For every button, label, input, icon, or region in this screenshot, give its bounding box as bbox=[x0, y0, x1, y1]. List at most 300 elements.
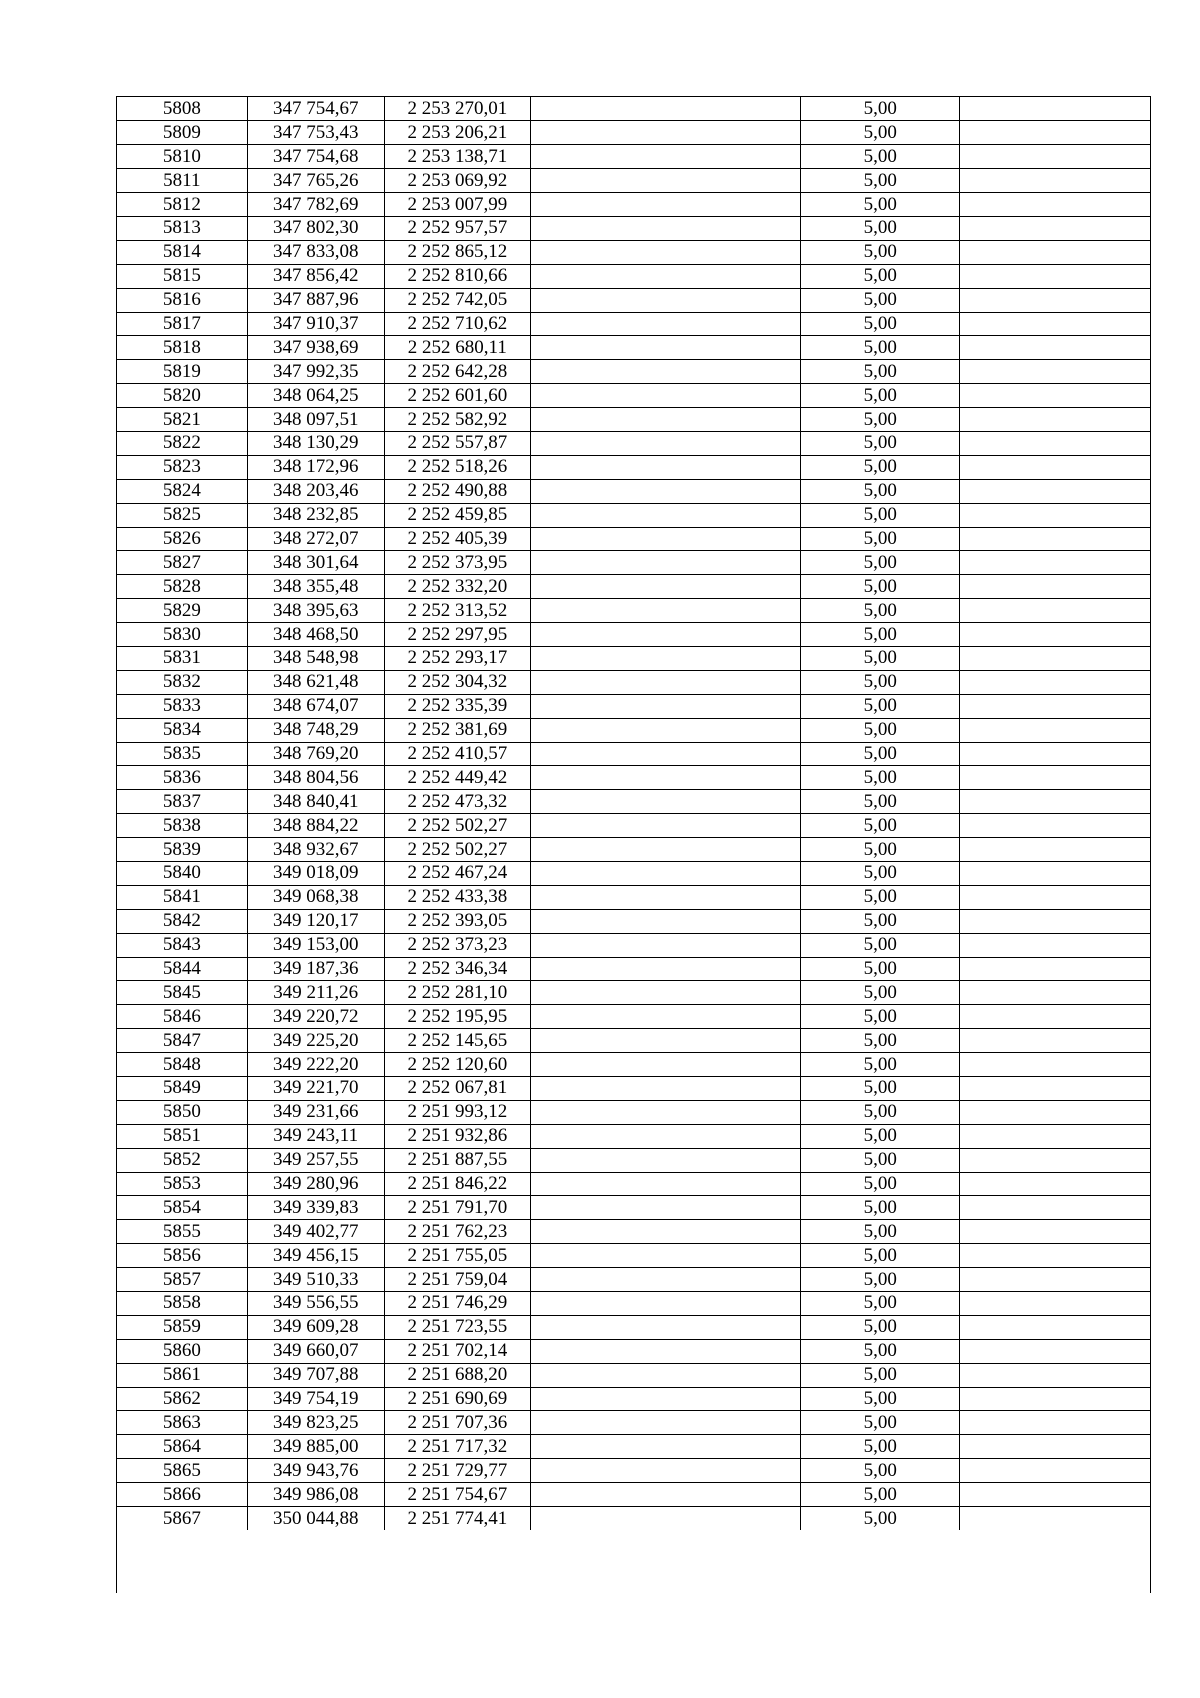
empty-cell bbox=[530, 216, 800, 240]
accuracy-cell: 5,00 bbox=[801, 479, 960, 503]
table-row bbox=[117, 862, 1150, 886]
x-coordinate-cell: 349 187,36 bbox=[247, 957, 384, 981]
empty-cell bbox=[960, 193, 1150, 217]
table-row bbox=[117, 193, 1150, 217]
y-coordinate-cell: 2 252 120,60 bbox=[384, 1053, 530, 1077]
accuracy-cell: 5,00 bbox=[801, 646, 960, 670]
empty-cell bbox=[960, 981, 1150, 1005]
table-row bbox=[117, 1292, 1150, 1316]
table-row bbox=[117, 623, 1150, 647]
point-number-cell: 5865 bbox=[117, 1459, 247, 1483]
accuracy-cell: 5,00 bbox=[801, 718, 960, 742]
x-coordinate-cell: 348 468,50 bbox=[247, 623, 384, 647]
point-number-cell: 5834 bbox=[117, 718, 247, 742]
accuracy-cell: 5,00 bbox=[801, 1459, 960, 1483]
x-coordinate-cell: 348 064,25 bbox=[247, 384, 384, 408]
table-row bbox=[117, 1459, 1150, 1483]
accuracy-cell: 5,00 bbox=[801, 97, 960, 121]
accuracy-cell: 5,00 bbox=[801, 1029, 960, 1053]
empty-cell bbox=[530, 1363, 800, 1387]
point-number-cell: 5825 bbox=[117, 503, 247, 527]
table-row bbox=[117, 431, 1150, 455]
empty-cell bbox=[960, 479, 1150, 503]
y-coordinate-cell: 2 252 373,95 bbox=[384, 551, 530, 575]
y-coordinate-cell: 2 252 582,92 bbox=[384, 408, 530, 432]
table-row bbox=[117, 1387, 1150, 1411]
empty-cell bbox=[530, 1339, 800, 1363]
empty-cell bbox=[960, 1363, 1150, 1387]
x-coordinate-cell: 349 456,15 bbox=[247, 1244, 384, 1268]
x-coordinate-cell: 348 272,07 bbox=[247, 527, 384, 551]
point-number-cell: 5827 bbox=[117, 551, 247, 575]
empty-cell bbox=[530, 1411, 800, 1435]
table-row bbox=[117, 790, 1150, 814]
point-number-cell: 5857 bbox=[117, 1268, 247, 1292]
empty-cell bbox=[960, 312, 1150, 336]
empty-cell bbox=[530, 1459, 800, 1483]
point-number-cell: 5808 bbox=[117, 97, 247, 121]
empty-cell bbox=[960, 288, 1150, 312]
y-coordinate-cell: 2 251 759,04 bbox=[384, 1268, 530, 1292]
accuracy-cell: 5,00 bbox=[801, 1196, 960, 1220]
table-row bbox=[117, 1363, 1150, 1387]
empty-cell bbox=[530, 193, 800, 217]
accuracy-cell: 5,00 bbox=[801, 145, 960, 169]
empty-cell bbox=[530, 312, 800, 336]
empty-cell bbox=[530, 1077, 800, 1101]
y-coordinate-cell: 2 253 069,92 bbox=[384, 169, 530, 193]
accuracy-cell: 5,00 bbox=[801, 1507, 960, 1531]
accuracy-cell: 5,00 bbox=[801, 742, 960, 766]
accuracy-cell: 5,00 bbox=[801, 1148, 960, 1172]
point-number-cell: 5828 bbox=[117, 575, 247, 599]
accuracy-cell: 5,00 bbox=[801, 981, 960, 1005]
y-coordinate-cell: 2 252 601,60 bbox=[384, 384, 530, 408]
empty-cell bbox=[530, 1315, 800, 1339]
x-coordinate-cell: 349 986,08 bbox=[247, 1483, 384, 1507]
table-row bbox=[117, 1005, 1150, 1029]
accuracy-cell: 5,00 bbox=[801, 1483, 960, 1507]
y-coordinate-cell: 2 252 490,88 bbox=[384, 479, 530, 503]
empty-cell bbox=[530, 838, 800, 862]
empty-cell bbox=[960, 1459, 1150, 1483]
table-row bbox=[117, 527, 1150, 551]
coordinates-table-container bbox=[116, 96, 1151, 1593]
accuracy-cell: 5,00 bbox=[801, 599, 960, 623]
table-row bbox=[117, 384, 1150, 408]
table-row bbox=[117, 957, 1150, 981]
empty-cell bbox=[530, 646, 800, 670]
point-number-cell: 5837 bbox=[117, 790, 247, 814]
x-coordinate-cell: 347 753,43 bbox=[247, 121, 384, 145]
accuracy-cell: 5,00 bbox=[801, 360, 960, 384]
table-row bbox=[117, 718, 1150, 742]
x-coordinate-cell: 347 782,69 bbox=[247, 193, 384, 217]
table-row bbox=[117, 1268, 1150, 1292]
accuracy-cell: 5,00 bbox=[801, 527, 960, 551]
coordinates-table bbox=[117, 97, 1150, 1530]
x-coordinate-cell: 348 355,48 bbox=[247, 575, 384, 599]
x-coordinate-cell: 349 660,07 bbox=[247, 1339, 384, 1363]
x-coordinate-cell: 348 097,51 bbox=[247, 408, 384, 432]
x-coordinate-cell: 347 765,26 bbox=[247, 169, 384, 193]
x-coordinate-cell: 348 674,07 bbox=[247, 694, 384, 718]
empty-cell bbox=[960, 240, 1150, 264]
point-number-cell: 5841 bbox=[117, 885, 247, 909]
x-coordinate-cell: 349 220,72 bbox=[247, 1005, 384, 1029]
accuracy-cell: 5,00 bbox=[801, 1100, 960, 1124]
x-coordinate-cell: 347 887,96 bbox=[247, 288, 384, 312]
x-coordinate-cell: 348 804,56 bbox=[247, 766, 384, 790]
point-number-cell: 5866 bbox=[117, 1483, 247, 1507]
table-row bbox=[117, 599, 1150, 623]
table-row bbox=[117, 1124, 1150, 1148]
y-coordinate-cell: 2 252 473,32 bbox=[384, 790, 530, 814]
empty-cell bbox=[960, 623, 1150, 647]
point-number-cell: 5850 bbox=[117, 1100, 247, 1124]
y-coordinate-cell: 2 252 518,26 bbox=[384, 455, 530, 479]
point-number-cell: 5856 bbox=[117, 1244, 247, 1268]
empty-cell bbox=[530, 1268, 800, 1292]
point-number-cell: 5867 bbox=[117, 1507, 247, 1531]
empty-cell bbox=[530, 814, 800, 838]
x-coordinate-cell: 350 044,88 bbox=[247, 1507, 384, 1531]
empty-cell bbox=[960, 1315, 1150, 1339]
x-coordinate-cell: 347 833,08 bbox=[247, 240, 384, 264]
y-coordinate-cell: 2 252 067,81 bbox=[384, 1077, 530, 1101]
y-coordinate-cell: 2 253 206,21 bbox=[384, 121, 530, 145]
y-coordinate-cell: 2 251 887,55 bbox=[384, 1148, 530, 1172]
empty-cell bbox=[960, 264, 1150, 288]
x-coordinate-cell: 349 754,19 bbox=[247, 1387, 384, 1411]
y-coordinate-cell: 2 251 993,12 bbox=[384, 1100, 530, 1124]
y-coordinate-cell: 2 252 346,34 bbox=[384, 957, 530, 981]
y-coordinate-cell: 2 252 642,28 bbox=[384, 360, 530, 384]
accuracy-cell: 5,00 bbox=[801, 1005, 960, 1029]
x-coordinate-cell: 349 823,25 bbox=[247, 1411, 384, 1435]
x-coordinate-cell: 349 556,55 bbox=[247, 1292, 384, 1316]
empty-cell bbox=[960, 1483, 1150, 1507]
y-coordinate-cell: 2 251 723,55 bbox=[384, 1315, 530, 1339]
empty-cell bbox=[960, 957, 1150, 981]
empty-cell bbox=[530, 503, 800, 527]
x-coordinate-cell: 347 754,68 bbox=[247, 145, 384, 169]
point-number-cell: 5846 bbox=[117, 1005, 247, 1029]
table-row bbox=[117, 1077, 1150, 1101]
empty-cell bbox=[530, 1005, 800, 1029]
table-row bbox=[117, 408, 1150, 432]
x-coordinate-cell: 347 910,37 bbox=[247, 312, 384, 336]
y-coordinate-cell: 2 252 502,27 bbox=[384, 814, 530, 838]
empty-cell bbox=[960, 575, 1150, 599]
empty-cell bbox=[960, 1507, 1150, 1531]
x-coordinate-cell: 347 992,35 bbox=[247, 360, 384, 384]
y-coordinate-cell: 2 251 729,77 bbox=[384, 1459, 530, 1483]
empty-cell bbox=[960, 1268, 1150, 1292]
table-body bbox=[117, 97, 1150, 1530]
table-row bbox=[117, 1100, 1150, 1124]
table-row bbox=[117, 1220, 1150, 1244]
empty-cell bbox=[960, 1387, 1150, 1411]
empty-cell bbox=[960, 718, 1150, 742]
point-number-cell: 5819 bbox=[117, 360, 247, 384]
y-coordinate-cell: 2 252 335,39 bbox=[384, 694, 530, 718]
empty-cell bbox=[960, 336, 1150, 360]
empty-cell bbox=[960, 551, 1150, 575]
point-number-cell: 5863 bbox=[117, 1411, 247, 1435]
accuracy-cell: 5,00 bbox=[801, 336, 960, 360]
y-coordinate-cell: 2 252 467,24 bbox=[384, 862, 530, 886]
empty-cell bbox=[530, 97, 800, 121]
y-coordinate-cell: 2 251 791,70 bbox=[384, 1196, 530, 1220]
empty-cell bbox=[530, 240, 800, 264]
table-row bbox=[117, 121, 1150, 145]
empty-cell bbox=[530, 527, 800, 551]
point-number-cell: 5821 bbox=[117, 408, 247, 432]
empty-cell bbox=[530, 408, 800, 432]
accuracy-cell: 5,00 bbox=[801, 790, 960, 814]
empty-cell bbox=[960, 503, 1150, 527]
table-row bbox=[117, 981, 1150, 1005]
x-coordinate-cell: 349 243,11 bbox=[247, 1124, 384, 1148]
x-coordinate-cell: 349 257,55 bbox=[247, 1148, 384, 1172]
empty-cell bbox=[960, 885, 1150, 909]
accuracy-cell: 5,00 bbox=[801, 838, 960, 862]
empty-cell bbox=[530, 1148, 800, 1172]
y-coordinate-cell: 2 252 195,95 bbox=[384, 1005, 530, 1029]
empty-cell bbox=[960, 527, 1150, 551]
x-coordinate-cell: 349 153,00 bbox=[247, 933, 384, 957]
x-coordinate-cell: 349 609,28 bbox=[247, 1315, 384, 1339]
point-number-cell: 5838 bbox=[117, 814, 247, 838]
x-coordinate-cell: 348 232,85 bbox=[247, 503, 384, 527]
point-number-cell: 5831 bbox=[117, 646, 247, 670]
empty-cell bbox=[530, 981, 800, 1005]
y-coordinate-cell: 2 252 281,10 bbox=[384, 981, 530, 1005]
table-row bbox=[117, 336, 1150, 360]
x-coordinate-cell: 349 211,26 bbox=[247, 981, 384, 1005]
empty-cell bbox=[960, 790, 1150, 814]
point-number-cell: 5854 bbox=[117, 1196, 247, 1220]
empty-cell bbox=[960, 1435, 1150, 1459]
empty-cell bbox=[530, 1292, 800, 1316]
empty-cell bbox=[530, 623, 800, 647]
accuracy-cell: 5,00 bbox=[801, 909, 960, 933]
table-row bbox=[117, 814, 1150, 838]
accuracy-cell: 5,00 bbox=[801, 1387, 960, 1411]
accuracy-cell: 5,00 bbox=[801, 885, 960, 909]
table-row bbox=[117, 455, 1150, 479]
empty-cell bbox=[960, 1124, 1150, 1148]
empty-cell bbox=[960, 646, 1150, 670]
accuracy-cell: 5,00 bbox=[801, 1077, 960, 1101]
empty-cell bbox=[960, 216, 1150, 240]
table-row bbox=[117, 1315, 1150, 1339]
table-row bbox=[117, 670, 1150, 694]
accuracy-cell: 5,00 bbox=[801, 431, 960, 455]
accuracy-cell: 5,00 bbox=[801, 216, 960, 240]
point-number-cell: 5849 bbox=[117, 1077, 247, 1101]
empty-cell bbox=[960, 838, 1150, 862]
accuracy-cell: 5,00 bbox=[801, 1053, 960, 1077]
y-coordinate-cell: 2 252 304,32 bbox=[384, 670, 530, 694]
y-coordinate-cell: 2 252 332,20 bbox=[384, 575, 530, 599]
x-coordinate-cell: 348 130,29 bbox=[247, 431, 384, 455]
x-coordinate-cell: 348 301,64 bbox=[247, 551, 384, 575]
accuracy-cell: 5,00 bbox=[801, 1172, 960, 1196]
point-number-cell: 5816 bbox=[117, 288, 247, 312]
empty-cell bbox=[960, 408, 1150, 432]
x-coordinate-cell: 349 225,20 bbox=[247, 1029, 384, 1053]
y-coordinate-cell: 2 252 293,17 bbox=[384, 646, 530, 670]
empty-cell bbox=[530, 551, 800, 575]
accuracy-cell: 5,00 bbox=[801, 1315, 960, 1339]
empty-cell bbox=[530, 885, 800, 909]
point-number-cell: 5811 bbox=[117, 169, 247, 193]
y-coordinate-cell: 2 251 762,23 bbox=[384, 1220, 530, 1244]
empty-cell bbox=[960, 384, 1150, 408]
x-coordinate-cell: 349 280,96 bbox=[247, 1172, 384, 1196]
empty-cell bbox=[530, 575, 800, 599]
y-coordinate-cell: 2 253 270,01 bbox=[384, 97, 530, 121]
x-coordinate-cell: 349 068,38 bbox=[247, 885, 384, 909]
table-row bbox=[117, 1029, 1150, 1053]
accuracy-cell: 5,00 bbox=[801, 694, 960, 718]
accuracy-cell: 5,00 bbox=[801, 575, 960, 599]
table-row bbox=[117, 551, 1150, 575]
empty-cell bbox=[960, 933, 1150, 957]
empty-cell bbox=[960, 766, 1150, 790]
empty-cell bbox=[960, 169, 1150, 193]
point-number-cell: 5833 bbox=[117, 694, 247, 718]
table-row bbox=[117, 169, 1150, 193]
y-coordinate-cell: 2 253 007,99 bbox=[384, 193, 530, 217]
x-coordinate-cell: 347 856,42 bbox=[247, 264, 384, 288]
accuracy-cell: 5,00 bbox=[801, 1220, 960, 1244]
table-row bbox=[117, 360, 1150, 384]
point-number-cell: 5818 bbox=[117, 336, 247, 360]
table-row bbox=[117, 145, 1150, 169]
point-number-cell: 5845 bbox=[117, 981, 247, 1005]
empty-cell bbox=[530, 1220, 800, 1244]
point-number-cell: 5830 bbox=[117, 623, 247, 647]
empty-cell bbox=[960, 145, 1150, 169]
empty-cell bbox=[530, 742, 800, 766]
empty-cell bbox=[530, 479, 800, 503]
empty-cell bbox=[960, 1172, 1150, 1196]
empty-cell bbox=[960, 121, 1150, 145]
table-row bbox=[117, 909, 1150, 933]
point-number-cell: 5813 bbox=[117, 216, 247, 240]
point-number-cell: 5826 bbox=[117, 527, 247, 551]
table-row bbox=[117, 742, 1150, 766]
point-number-cell: 5844 bbox=[117, 957, 247, 981]
accuracy-cell: 5,00 bbox=[801, 240, 960, 264]
accuracy-cell: 5,00 bbox=[801, 264, 960, 288]
table-row bbox=[117, 646, 1150, 670]
x-coordinate-cell: 348 884,22 bbox=[247, 814, 384, 838]
accuracy-cell: 5,00 bbox=[801, 623, 960, 647]
point-number-cell: 5852 bbox=[117, 1148, 247, 1172]
empty-cell bbox=[530, 766, 800, 790]
accuracy-cell: 5,00 bbox=[801, 288, 960, 312]
x-coordinate-cell: 349 221,70 bbox=[247, 1077, 384, 1101]
empty-cell bbox=[960, 862, 1150, 886]
empty-cell bbox=[530, 909, 800, 933]
table-row bbox=[117, 216, 1150, 240]
y-coordinate-cell: 2 251 702,14 bbox=[384, 1339, 530, 1363]
empty-cell bbox=[960, 1339, 1150, 1363]
y-coordinate-cell: 2 252 373,23 bbox=[384, 933, 530, 957]
point-number-cell: 5842 bbox=[117, 909, 247, 933]
point-number-cell: 5812 bbox=[117, 193, 247, 217]
x-coordinate-cell: 349 222,20 bbox=[247, 1053, 384, 1077]
empty-cell bbox=[960, 1100, 1150, 1124]
point-number-cell: 5858 bbox=[117, 1292, 247, 1316]
empty-cell bbox=[960, 1148, 1150, 1172]
table-row bbox=[117, 1507, 1150, 1531]
table-row bbox=[117, 1172, 1150, 1196]
y-coordinate-cell: 2 251 690,69 bbox=[384, 1387, 530, 1411]
empty-cell bbox=[530, 718, 800, 742]
accuracy-cell: 5,00 bbox=[801, 503, 960, 527]
accuracy-cell: 5,00 bbox=[801, 169, 960, 193]
accuracy-cell: 5,00 bbox=[801, 814, 960, 838]
empty-cell bbox=[530, 1507, 800, 1531]
empty-cell bbox=[960, 455, 1150, 479]
accuracy-cell: 5,00 bbox=[801, 862, 960, 886]
empty-cell bbox=[960, 360, 1150, 384]
empty-cell bbox=[960, 1220, 1150, 1244]
accuracy-cell: 5,00 bbox=[801, 766, 960, 790]
point-number-cell: 5822 bbox=[117, 431, 247, 455]
point-number-cell: 5824 bbox=[117, 479, 247, 503]
empty-cell bbox=[530, 384, 800, 408]
point-number-cell: 5848 bbox=[117, 1053, 247, 1077]
empty-cell bbox=[530, 264, 800, 288]
accuracy-cell: 5,00 bbox=[801, 933, 960, 957]
table-row bbox=[117, 1435, 1150, 1459]
table-row bbox=[117, 1196, 1150, 1220]
empty-cell bbox=[960, 1077, 1150, 1101]
table-row bbox=[117, 288, 1150, 312]
empty-cell bbox=[960, 742, 1150, 766]
table-row bbox=[117, 312, 1150, 336]
empty-cell bbox=[960, 599, 1150, 623]
table-row bbox=[117, 766, 1150, 790]
empty-cell bbox=[530, 599, 800, 623]
y-coordinate-cell: 2 252 742,05 bbox=[384, 288, 530, 312]
x-coordinate-cell: 349 510,33 bbox=[247, 1268, 384, 1292]
accuracy-cell: 5,00 bbox=[801, 1435, 960, 1459]
y-coordinate-cell: 2 251 717,32 bbox=[384, 1435, 530, 1459]
point-number-cell: 5820 bbox=[117, 384, 247, 408]
empty-cell bbox=[530, 790, 800, 814]
empty-cell bbox=[960, 1053, 1150, 1077]
accuracy-cell: 5,00 bbox=[801, 670, 960, 694]
table-row bbox=[117, 1148, 1150, 1172]
empty-cell bbox=[530, 336, 800, 360]
table-row bbox=[117, 240, 1150, 264]
empty-cell bbox=[530, 1483, 800, 1507]
y-coordinate-cell: 2 253 138,71 bbox=[384, 145, 530, 169]
y-coordinate-cell: 2 252 145,65 bbox=[384, 1029, 530, 1053]
accuracy-cell: 5,00 bbox=[801, 455, 960, 479]
point-number-cell: 5817 bbox=[117, 312, 247, 336]
x-coordinate-cell: 347 938,69 bbox=[247, 336, 384, 360]
y-coordinate-cell: 2 252 393,05 bbox=[384, 909, 530, 933]
table-row bbox=[117, 885, 1150, 909]
